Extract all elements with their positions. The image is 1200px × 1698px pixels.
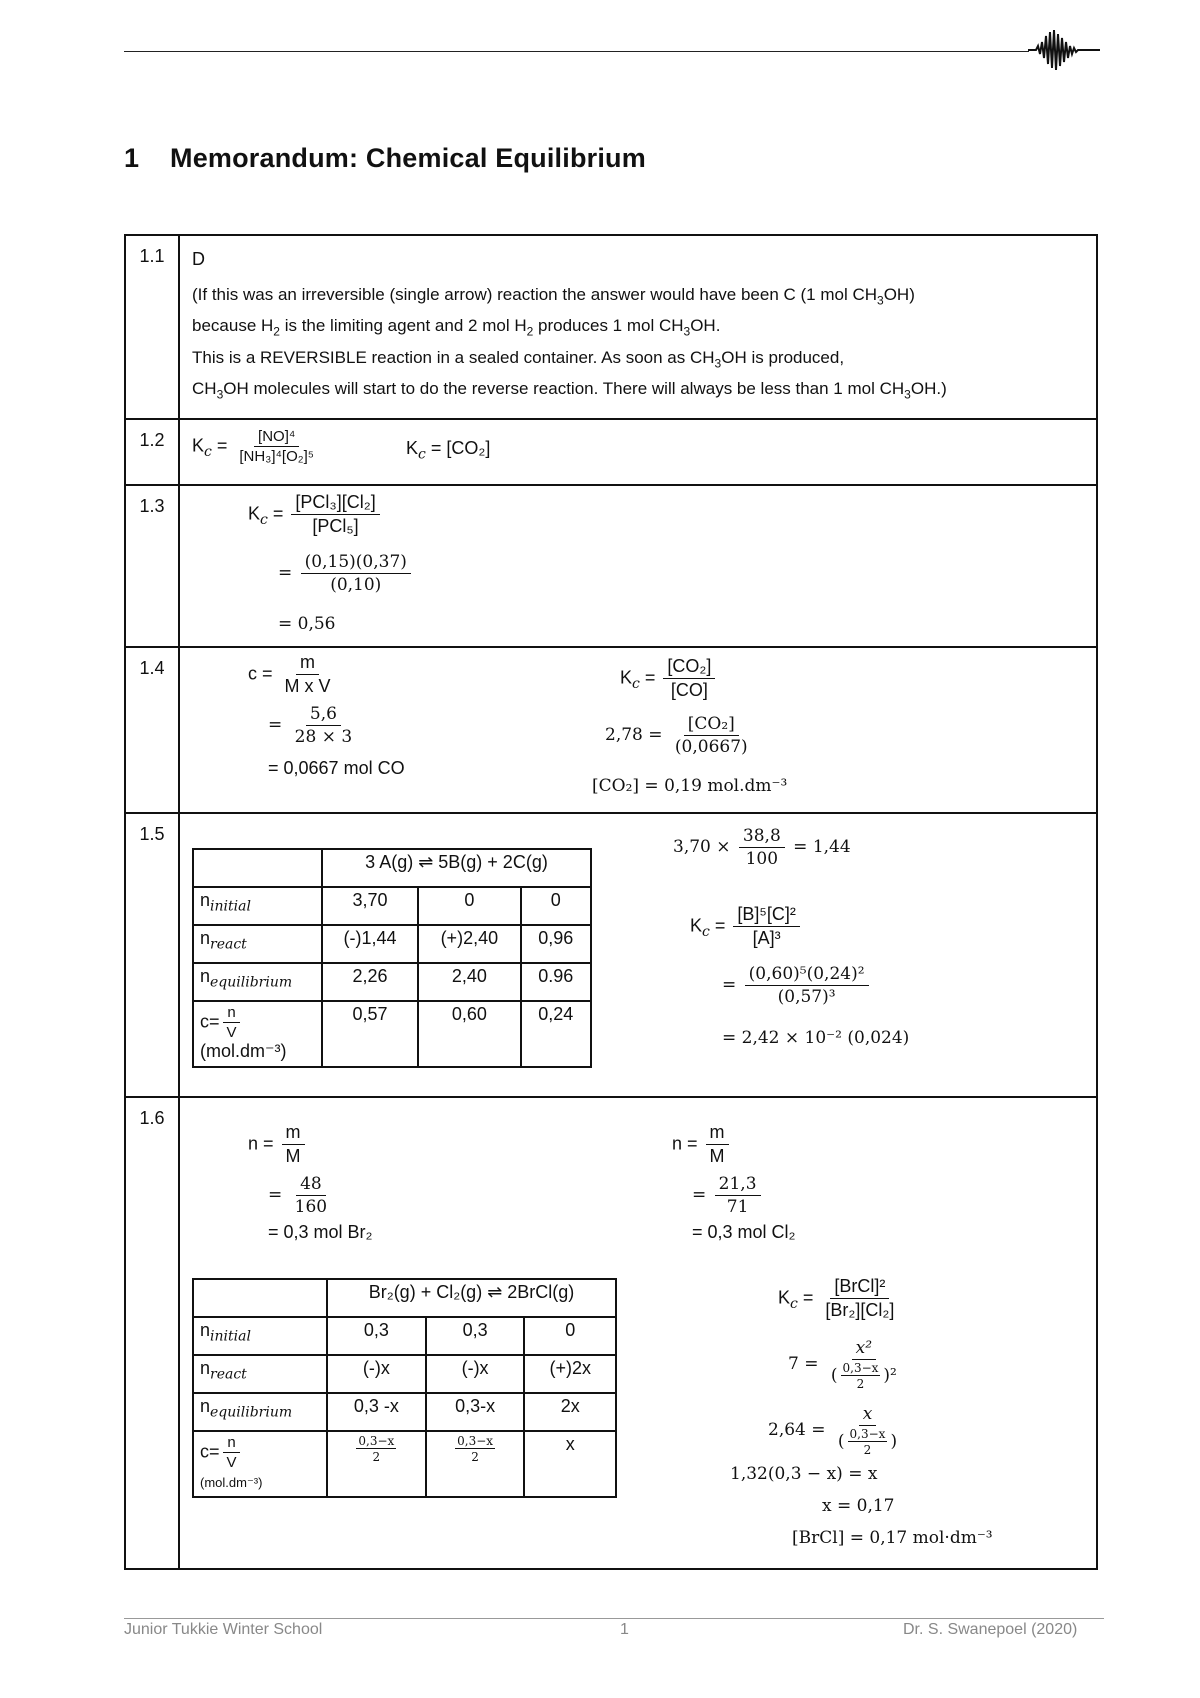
kc-substitution: = $\frac{\text{(0,60)⁵(0,24)²}}{\text{(0,57)³}}$ bbox=[722, 964, 872, 1007]
question-number: 1.3 bbox=[125, 485, 179, 647]
moles-br2-formula: n = $\frac{m}{M}$ bbox=[248, 1122, 308, 1167]
question-row-1-5 bbox=[125, 813, 1097, 1097]
kc-expression: $K_c$ = $\frac{\text{[PCl₃][Cl₂]}}{\text{[PCl₅]}}$ bbox=[248, 492, 383, 537]
concentration-result: = 0,0667 mol CO bbox=[268, 757, 405, 778]
kc-expression: $K_c$ = $\frac{\text{[CO₂]}}{[CO]}$ bbox=[620, 656, 718, 701]
ice-row-concentration: c= $\frac{n}{V}$ (mol.dm⁻³) $\frac{0,3-x}{2}$ $\frac{0,3-x}{2}$ x bbox=[193, 1431, 616, 1497]
footer-right: Dr. S. Swanepoel (2020) bbox=[903, 1621, 1078, 1638]
kc-substitution: 7 = x² ( $\frac{0,3-x}{2}$ )² bbox=[788, 1337, 897, 1391]
co2-result: [CO₂] = 0,19 mol.dm⁻³ bbox=[592, 775, 788, 796]
page-title: 1 Memorandum: Chemical Equilibrium bbox=[124, 143, 646, 173]
kc-result: = 0,56 bbox=[278, 613, 336, 634]
moles-br2-result: = 0,3 mol Br₂ bbox=[268, 1221, 373, 1242]
question-row-1-2 bbox=[125, 419, 1097, 485]
moles-cl2-substitution: = $\frac{21,3}{71}$ bbox=[692, 1174, 764, 1217]
kc-substitution: = $\frac{(0,15)(0,37)}{(0,10)}$ bbox=[278, 552, 414, 595]
ice-row-equilibrium: $n_{equilibrium}$ 2,26 2,40 0.96 bbox=[193, 963, 591, 1001]
kc-substitution: 2,78 = $\frac{\text{[CO₂]}}{(0,0667)}$ bbox=[605, 713, 748, 757]
question-number: 1.1 bbox=[125, 235, 179, 419]
moles-cl2-formula: n = $\frac{m}{M}$ bbox=[672, 1122, 732, 1167]
question-number: 1.4 bbox=[125, 647, 179, 813]
moles-cl2-result: = 0,3 mol Cl₂ bbox=[692, 1221, 796, 1242]
question-row-1-6 bbox=[125, 1097, 1097, 1569]
question-row-1-4 bbox=[125, 647, 1097, 813]
kc-expression-1: $K_c$ = $\frac{\text{[NO]⁴}}{\text{[NH₃]⁴[O₂]⁵}}$ bbox=[192, 427, 314, 465]
header-rule bbox=[124, 51, 1029, 52]
brcl-result: [BrCl] = 0,17 mol·dm⁻³ bbox=[792, 1527, 993, 1548]
kc-expression-2: $K_c = [CO_2]$ bbox=[406, 437, 491, 463]
concentration-substitution: = $\frac{5,6}{28 \times 3}$ bbox=[268, 703, 353, 747]
kc-result: = 2,42 × 10⁻² (0,024) bbox=[722, 1027, 910, 1048]
concentration-formula: c = $\frac{m}{\text{M x V}}$ bbox=[248, 651, 331, 696]
answer-letter: D bbox=[192, 249, 205, 269]
question-number: 1.2 bbox=[125, 419, 179, 485]
react-calculation: 3,70 × $\frac{38,8}{100}$ = 1,44 bbox=[673, 825, 851, 869]
ice-row-react: $n_{react}$ (-)x (-)x (+)2x bbox=[193, 1355, 616, 1393]
page-number: 1 bbox=[620, 1621, 629, 1638]
ice-row-initial: $n_{initial}$ 3,70 0 0 bbox=[193, 887, 591, 925]
ice-row-concentration: c= $\frac{n}{V}$ (mol.dm⁻³) 0,57 0,60 0,24 bbox=[193, 1001, 591, 1067]
ice-row-equilibrium: $n_{equilibrium}$ 0,3 -x 0,3-x 2x bbox=[193, 1393, 616, 1431]
question-row-1-3 bbox=[125, 485, 1097, 647]
question-number: 1.5 bbox=[125, 813, 179, 1097]
ice-reaction: 3 A(g) ⇌ 5B(g) + 2C(g) bbox=[322, 849, 591, 887]
explanation-line: $CH_3OH$ molecules will start to do the reverse reaction. There will always be less than 1 mol $CH_3OH$.) bbox=[192, 379, 947, 402]
kc-expression: $K_c$ = $\frac{\text{[BrCl]²}}{\text{[Br₂][Cl₂]}}$ bbox=[778, 1275, 895, 1320]
footer-rule bbox=[124, 1618, 1104, 1619]
ice-table bbox=[192, 848, 592, 1068]
solve-line: 1,32(0,3 − x) = x bbox=[730, 1463, 878, 1484]
x-result: x = 0,17 bbox=[822, 1495, 895, 1516]
ice-reaction: Br₂(g) + Cl₂(g) ⇌ 2BrCl(g) bbox=[327, 1279, 616, 1317]
sound-wave-icon bbox=[1028, 26, 1100, 74]
kc-square-root: 2,64 = x ( $\frac{0,3-x}{2}$ ) bbox=[768, 1403, 898, 1457]
moles-br2-substitution: = $\frac{48}{160}$ bbox=[268, 1173, 328, 1217]
explanation-line: This is a REVERSIBLE reaction in a sealed container. As soon as $CH_3OH$ is produced, bbox=[192, 347, 845, 371]
question-number: 1.6 bbox=[125, 1097, 179, 1569]
ice-row-react: $n_{react}$ (-)1,44 (+)2,40 0,96 bbox=[193, 925, 591, 963]
kc-expression: $K_c$ = $\frac{\text{[B]⁵[C]²}}{\text{[A]³}}$ bbox=[690, 904, 803, 949]
explanation-line: because $H_2$ is the limiting agent and 2 mol $H_2$ produces 1 mol $CH_3OH$. bbox=[192, 316, 721, 339]
footer-left: Junior Tukkie Winter School bbox=[124, 1621, 323, 1638]
memorandum-table bbox=[124, 234, 1098, 1570]
question-row-1-1 bbox=[125, 235, 1097, 419]
ice-row-initial: $n_{initial}$ 0,3 0,3 0 bbox=[193, 1317, 616, 1355]
ice-table bbox=[192, 1278, 617, 1498]
explanation-line: (If this was an irreversible (single arrow) reaction the answer would have been C (1 mol $CH_3OH$) bbox=[192, 285, 915, 308]
